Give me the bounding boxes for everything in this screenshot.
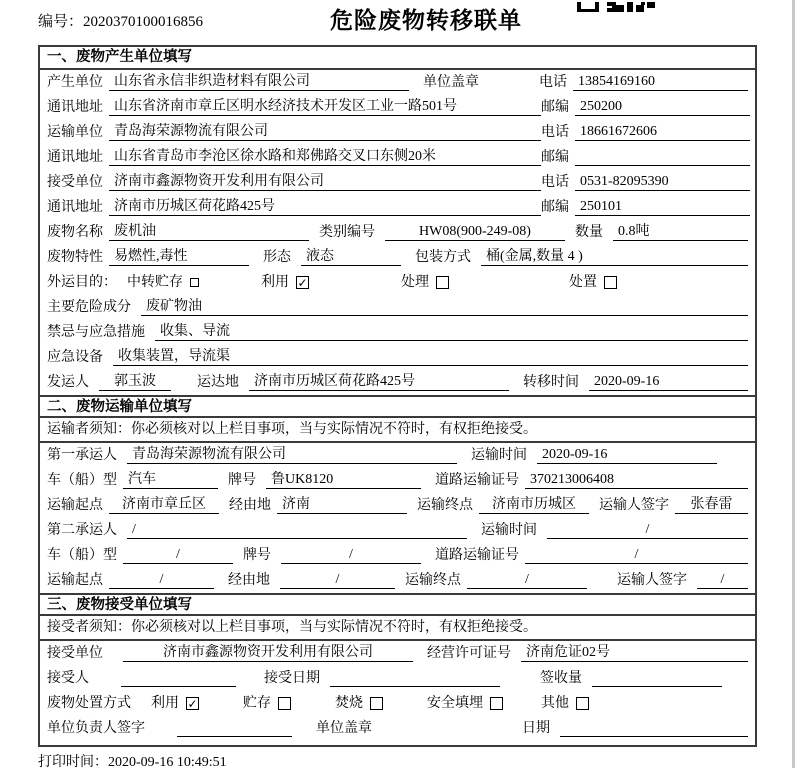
carrier2-via-value: / — [280, 571, 395, 589]
transfer-date-label: 转移时间 — [523, 375, 579, 390]
address-label: 通讯地址 — [47, 200, 103, 215]
section1-header: 一、废物产生单位填写 — [40, 47, 755, 70]
carrier1-sign-value: 张春雷 — [675, 496, 748, 514]
sign-label: 运输人签字 — [599, 498, 669, 513]
license-label: 道路运输证号 — [435, 473, 519, 488]
purpose-option-transfer — [127, 274, 199, 291]
carrier1-via-value: 济南 — [277, 496, 407, 514]
date2-label: 日期 — [522, 721, 550, 736]
row-waste-character — [40, 245, 755, 270]
shipper-value: 郭玉波 — [99, 373, 171, 391]
via-label: 经由地 — [228, 573, 270, 588]
carrier1-vehicle-value: 汽车 — [123, 471, 218, 489]
disposal-option-other — [541, 695, 589, 712]
document-header — [0, 0, 796, 45]
page-right-edge — [792, 0, 795, 768]
disposal-option-use — [151, 695, 199, 712]
plate-label: 牌号 — [228, 473, 256, 488]
acceptor-value — [121, 670, 236, 687]
packing-label: 包装方式 — [415, 250, 471, 265]
row-shipper — [40, 370, 755, 395]
plate-label: 牌号 — [243, 548, 271, 563]
checkbox-disposal-storage[interactable] — [278, 697, 291, 710]
checkbox-disposal-burn[interactable] — [370, 697, 383, 710]
hazard-value: 废矿物油 — [141, 298, 748, 316]
zip-label: 邮编 — [541, 100, 569, 115]
producer-value: 山东省永信非织造材料有限公司 — [109, 73, 409, 91]
checkbox-disposal-other[interactable] — [576, 697, 589, 710]
disposal-option-burn — [335, 695, 383, 712]
purpose-option-dispose — [569, 274, 617, 291]
carrier1-value: 青岛海荣源物流有限公司 — [127, 446, 457, 464]
row-producer — [40, 70, 755, 95]
receiver-zip-value: 250101 — [575, 198, 750, 216]
transport-time-label: 运输时间 — [471, 448, 527, 463]
accept-date-label: 接受日期 — [264, 671, 320, 686]
unit-seal-label: 单位盖章 — [316, 721, 372, 736]
qr-code-icon — [577, 0, 655, 18]
phone-label: 电话 — [541, 175, 569, 190]
disposal-option-label: 安全填埋 — [427, 696, 483, 711]
carrier1-origin-value: 济南市章丘区 — [109, 496, 219, 514]
head-sign-value — [177, 720, 292, 737]
equipment-value: 收集装置，导流渠 — [113, 348, 748, 366]
checkbox-use[interactable]: ✓ — [297, 276, 308, 290]
receiver-phone-value: 0531-82095390 — [575, 173, 750, 191]
hazard-label: 主要危险成分 — [47, 300, 131, 315]
vehicle-label: 车（船）型 — [47, 548, 117, 563]
zip-label: 邮编 — [541, 150, 569, 165]
carrier2-plate-value: / — [281, 546, 421, 564]
address-label: 通讯地址 — [47, 150, 103, 165]
carrier2-license-value: / — [525, 546, 748, 564]
transporter-phone-value: 18661672606 — [575, 123, 750, 141]
carrier2-label: 第二承运人 — [47, 523, 117, 538]
transporter-address-value: 山东省青岛市李沧区徐水路和郑佛路交叉口东侧20米 — [109, 148, 541, 166]
section2-header: 二、废物运输单位填写 — [40, 395, 755, 418]
purpose-option-label: 利用 — [261, 275, 289, 290]
carrier2-time-value: / — [547, 521, 748, 539]
row-emergency — [40, 320, 755, 345]
row-waste-name — [40, 220, 755, 245]
row-carrier1-vehicle — [40, 468, 755, 493]
category-value: HW08(900-249-08) — [385, 223, 565, 241]
row-transporter — [40, 120, 755, 145]
print-time-value: 2020-09-16 10:49:51 — [108, 755, 227, 768]
section3-header: 三、废物接受单位填写 — [40, 593, 755, 616]
carrier1-end-value: 济南市历城区 — [479, 496, 589, 514]
serial-number: 2020370100016856 — [83, 14, 204, 30]
carrier1-time-value: 2020-09-16 — [537, 446, 717, 464]
dest-value: 济南市历城区荷花路425号 — [249, 373, 509, 391]
producer-address-value: 山东省济南市章丘区明水经济技术开发区工业一路501号 — [109, 98, 541, 116]
character-value: 易燃性,毒性 — [109, 248, 249, 266]
carrier2-origin-value: / — [109, 571, 214, 589]
waste-name-label: 废物名称 — [47, 225, 103, 240]
row-receiver — [40, 170, 755, 195]
receiver-label: 接受单位 — [47, 175, 103, 190]
carrier1-plate-value: 鲁UK8120 — [266, 471, 421, 489]
row-carrier2-route — [40, 568, 755, 593]
row-carrier2-vehicle — [40, 543, 755, 568]
accept-unit-value: 济南市鑫源物资开发利用有限公司 — [123, 644, 413, 662]
origin-label: 运输起点 — [47, 573, 103, 588]
equipment-label: 应急设备 — [47, 350, 103, 365]
permit-label: 经营许可证号 — [427, 646, 511, 661]
date2-value — [560, 720, 748, 737]
amount-label: 签收量 — [540, 671, 582, 686]
row-acceptor — [40, 666, 755, 691]
zip-label: 邮编 — [541, 200, 569, 215]
end-label: 运输终点 — [417, 498, 473, 513]
emergency-label: 禁忌与应急措施 — [47, 325, 145, 340]
carrier2-sign-value: / — [697, 571, 748, 589]
transporter-notice: 运输者须知：你必须核对以上栏目事项，当与实际情况不符时，有权拒绝接受。 — [40, 418, 755, 443]
carrier1-label: 第一承运人 — [47, 448, 117, 463]
purpose-option-label: 处理 — [401, 275, 429, 290]
transporter-zip-value — [575, 149, 750, 166]
transporter-label: 运输单位 — [47, 125, 103, 140]
checkbox-treat[interactable] — [436, 276, 449, 289]
carrier2-end-value: / — [467, 571, 587, 589]
disposal-label: 废物处置方式 — [47, 696, 131, 711]
disposal-option-label: 焚烧 — [335, 696, 363, 711]
qty-label: 数量 — [575, 225, 603, 240]
row-hazard — [40, 295, 755, 320]
row-carrier2 — [40, 518, 755, 543]
row-carrier1 — [40, 443, 755, 468]
disposal-option-label: 利用 — [151, 696, 179, 711]
row-transporter-address — [40, 145, 755, 170]
serial-label: 编号： — [38, 14, 84, 30]
license-label: 道路运输证号 — [435, 548, 519, 563]
seal-label: 单位盖章 — [423, 75, 479, 90]
print-time-line — [38, 751, 227, 768]
row-accept-unit — [40, 641, 755, 666]
amount-value — [592, 670, 722, 687]
row-purpose — [40, 270, 755, 295]
row-head-sign — [40, 716, 755, 741]
purpose-option-treat — [401, 274, 449, 291]
emergency-value: 收集、导流 — [155, 323, 748, 341]
checkbox-disposal-use[interactable]: ✓ — [187, 697, 198, 711]
qty-value: 0.8吨 — [613, 223, 748, 241]
checkbox-disposal-landfill[interactable] — [490, 697, 503, 710]
accept-date-value — [330, 670, 500, 687]
page-title: 危险废物转移联单 — [330, 8, 522, 33]
receiver-label: 接受单位 — [47, 646, 103, 661]
transfer-date-value: 2020-09-16 — [589, 373, 748, 391]
purpose-label: 外运目的： — [47, 275, 117, 290]
disposal-option-storage — [243, 695, 291, 712]
disposal-option-label: 贮存 — [243, 696, 271, 711]
carrier1-license-value: 370213006408 — [525, 471, 748, 489]
producer-label: 产生单位 — [47, 75, 103, 90]
producer-zip-value: 250200 — [575, 98, 750, 116]
permit-value: 济南危证02号 — [521, 644, 748, 662]
sign-label: 运输人签字 — [617, 573, 687, 588]
phone-label: 电话 — [539, 75, 567, 90]
vehicle-label: 车（船）型 — [47, 473, 117, 488]
acceptor-label: 接受人 — [47, 671, 89, 686]
origin-label: 运输起点 — [47, 498, 103, 513]
manifest-form — [38, 45, 757, 747]
form-label: 形态 — [263, 250, 291, 265]
purpose-option-use — [261, 274, 309, 291]
packing-value: 桶(金属,数量 4 ) — [481, 248, 748, 266]
purpose-option-label: 中转贮存 — [127, 275, 183, 290]
print-time-label: 打印时间： — [38, 755, 108, 768]
address-label: 通讯地址 — [47, 100, 103, 115]
row-disposal — [40, 691, 755, 716]
checkbox-transfer-storage[interactable] — [190, 278, 199, 287]
category-label: 类别编号 — [319, 225, 375, 240]
disposal-option-landfill — [427, 695, 503, 712]
phone-label: 电话 — [541, 125, 569, 140]
row-producer-address — [40, 95, 755, 120]
row-carrier1-route — [40, 493, 755, 518]
disposal-option-label: 其他 — [541, 696, 569, 711]
character-label: 废物特性 — [47, 250, 103, 265]
serial-number-line — [38, 10, 203, 31]
shipper-label: 发运人 — [47, 375, 89, 390]
receiver-value: 济南市鑫源物资开发利用有限公司 — [109, 173, 541, 191]
form-value: 液态 — [301, 248, 401, 266]
dest-label: 运达地 — [197, 375, 239, 390]
carrier2-vehicle-value: / — [123, 546, 233, 564]
transporter-value: 青岛海荣源物流有限公司 — [109, 123, 541, 141]
transport-time-label: 运输时间 — [481, 523, 537, 538]
row-receiver-address — [40, 195, 755, 220]
waste-name-value: 废机油 — [109, 223, 309, 241]
row-equipment — [40, 345, 755, 370]
end-label: 运输终点 — [405, 573, 461, 588]
head-sign-label: 单位负责人签字 — [47, 721, 145, 736]
carrier2-value: / — [127, 521, 467, 539]
checkbox-dispose[interactable] — [604, 276, 617, 289]
producer-phone-value: 13854169160 — [573, 73, 748, 91]
receiver-notice: 接受者须知：你必须核对以上栏目事项，当与实际情况不符时，有权拒绝接受。 — [40, 616, 755, 641]
via-label: 经由地 — [229, 498, 271, 513]
purpose-option-label: 处置 — [569, 275, 597, 290]
receiver-address-value: 济南市历城区荷花路425号 — [109, 198, 541, 216]
